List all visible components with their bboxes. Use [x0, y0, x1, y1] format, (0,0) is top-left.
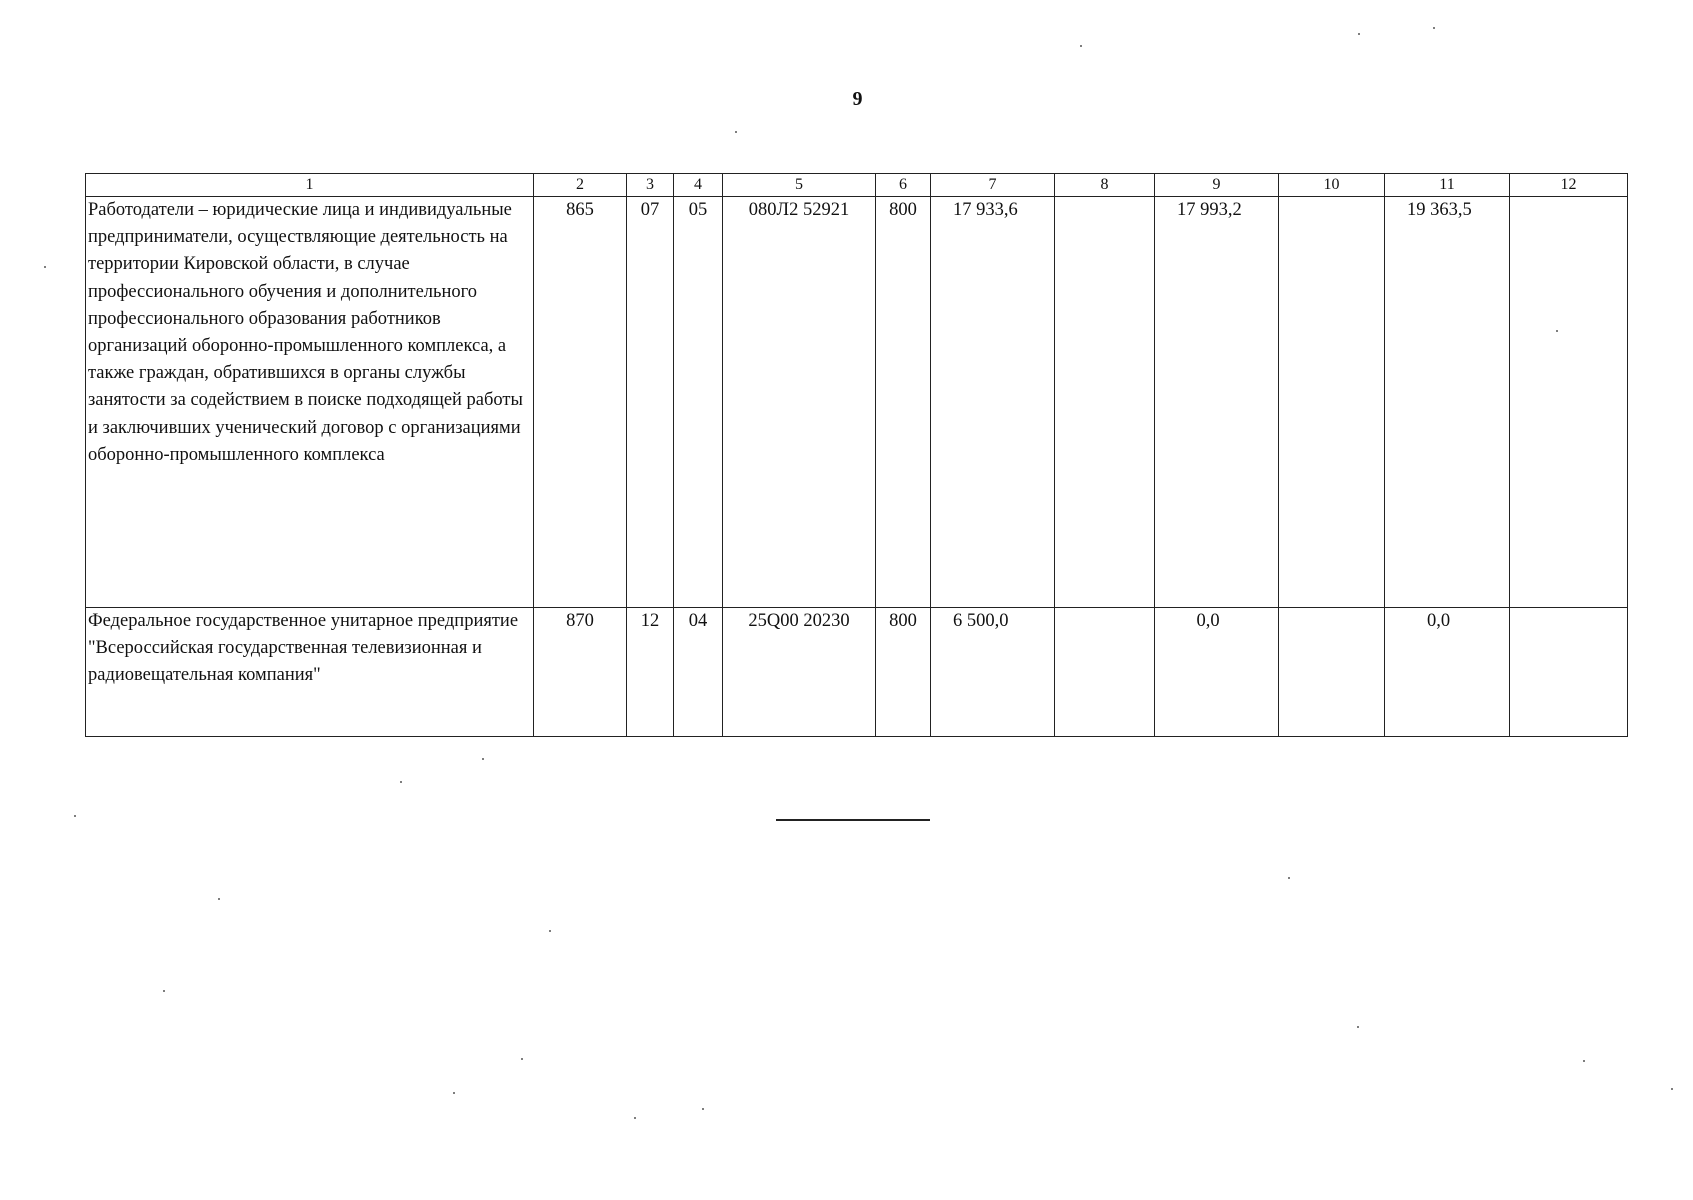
- ministry-code-cell: 870: [534, 608, 627, 737]
- column-header: 6: [876, 174, 931, 197]
- column-header: 10: [1279, 174, 1385, 197]
- amount-cell-col9: 17 993,2: [1155, 197, 1279, 608]
- scan-speck: [1080, 45, 1082, 47]
- section-cell: 12: [627, 608, 674, 737]
- column-header: 9: [1155, 174, 1279, 197]
- amount-cell-col12: [1510, 608, 1628, 737]
- subsection-cell: 04: [674, 608, 723, 737]
- scan-speck: [1556, 330, 1558, 332]
- amount-cell-col8: [1055, 608, 1155, 737]
- column-header: 4: [674, 174, 723, 197]
- scan-speck: [521, 1058, 523, 1060]
- end-of-document-rule: [776, 819, 930, 821]
- scan-speck: [1358, 33, 1360, 35]
- column-header: 8: [1055, 174, 1155, 197]
- amount-cell-col7: 6 500,0: [931, 608, 1055, 737]
- scan-speck: [453, 1092, 455, 1094]
- scan-speck: [1671, 1088, 1673, 1090]
- scan-speck: [1288, 877, 1290, 879]
- column-header: 12: [1510, 174, 1628, 197]
- amount-cell-col11: 19 363,5: [1385, 197, 1510, 608]
- column-header: 2: [534, 174, 627, 197]
- scan-speck: [1357, 1026, 1359, 1028]
- column-header: 7: [931, 174, 1055, 197]
- scan-speck: [634, 1117, 636, 1119]
- scan-speck: [735, 131, 737, 133]
- amount-cell-col8: [1055, 197, 1155, 608]
- target-article-cell: 080Л2 52921: [723, 197, 876, 608]
- recipient-cell: Федеральное государственное унитарное предприятие "Всероссийская государственная телевизионная и радиовещательная компания": [86, 608, 534, 737]
- scan-speck: [400, 781, 402, 783]
- recipient-cell: Работодатели – юридические лица и индивидуальные предприниматели, осуществляющие деятельность на территории Кировской области, в случае профессионального обучения и дополнительного профессионального образования работников организаций оборонно-промышленного комплекса, а также граждан, обратившихся в органы службы занятости за содействием в поиске подходящей работы и заключивших ученический договор с организациями оборонно-промышленного комплекса: [86, 197, 534, 608]
- ministry-code-cell: 865: [534, 197, 627, 608]
- scan-speck: [482, 758, 484, 760]
- table-header-row: [86, 174, 1628, 197]
- column-header: 5: [723, 174, 876, 197]
- table-row: [86, 608, 1628, 737]
- amount-cell-col11: 0,0: [1385, 608, 1510, 737]
- amount-cell-col9: 0,0: [1155, 608, 1279, 737]
- scan-speck: [702, 1108, 704, 1110]
- column-header: 11: [1385, 174, 1510, 197]
- budget-table: [85, 173, 1628, 737]
- page-number: 9: [852, 88, 863, 110]
- amount-cell-col7: 17 933,6: [931, 197, 1055, 608]
- target-article-cell: 25Q00 20230: [723, 608, 876, 737]
- amount-cell-col12: [1510, 197, 1628, 608]
- scan-speck: [44, 266, 46, 268]
- scan-speck: [218, 898, 220, 900]
- scan-speck: [74, 815, 76, 817]
- amount-cell-col10: [1279, 197, 1385, 608]
- amount-cell-col10: [1279, 608, 1385, 737]
- scan-speck: [1583, 1060, 1585, 1062]
- scan-speck: [163, 990, 165, 992]
- scan-speck: [1433, 27, 1435, 29]
- expense-type-cell: 800: [876, 197, 931, 608]
- section-cell: 07: [627, 197, 674, 608]
- column-header: 1: [86, 174, 534, 197]
- subsection-cell: 05: [674, 197, 723, 608]
- scan-speck: [549, 930, 551, 932]
- table-row: [86, 197, 1628, 608]
- column-header: 3: [627, 174, 674, 197]
- expense-type-cell: 800: [876, 608, 931, 737]
